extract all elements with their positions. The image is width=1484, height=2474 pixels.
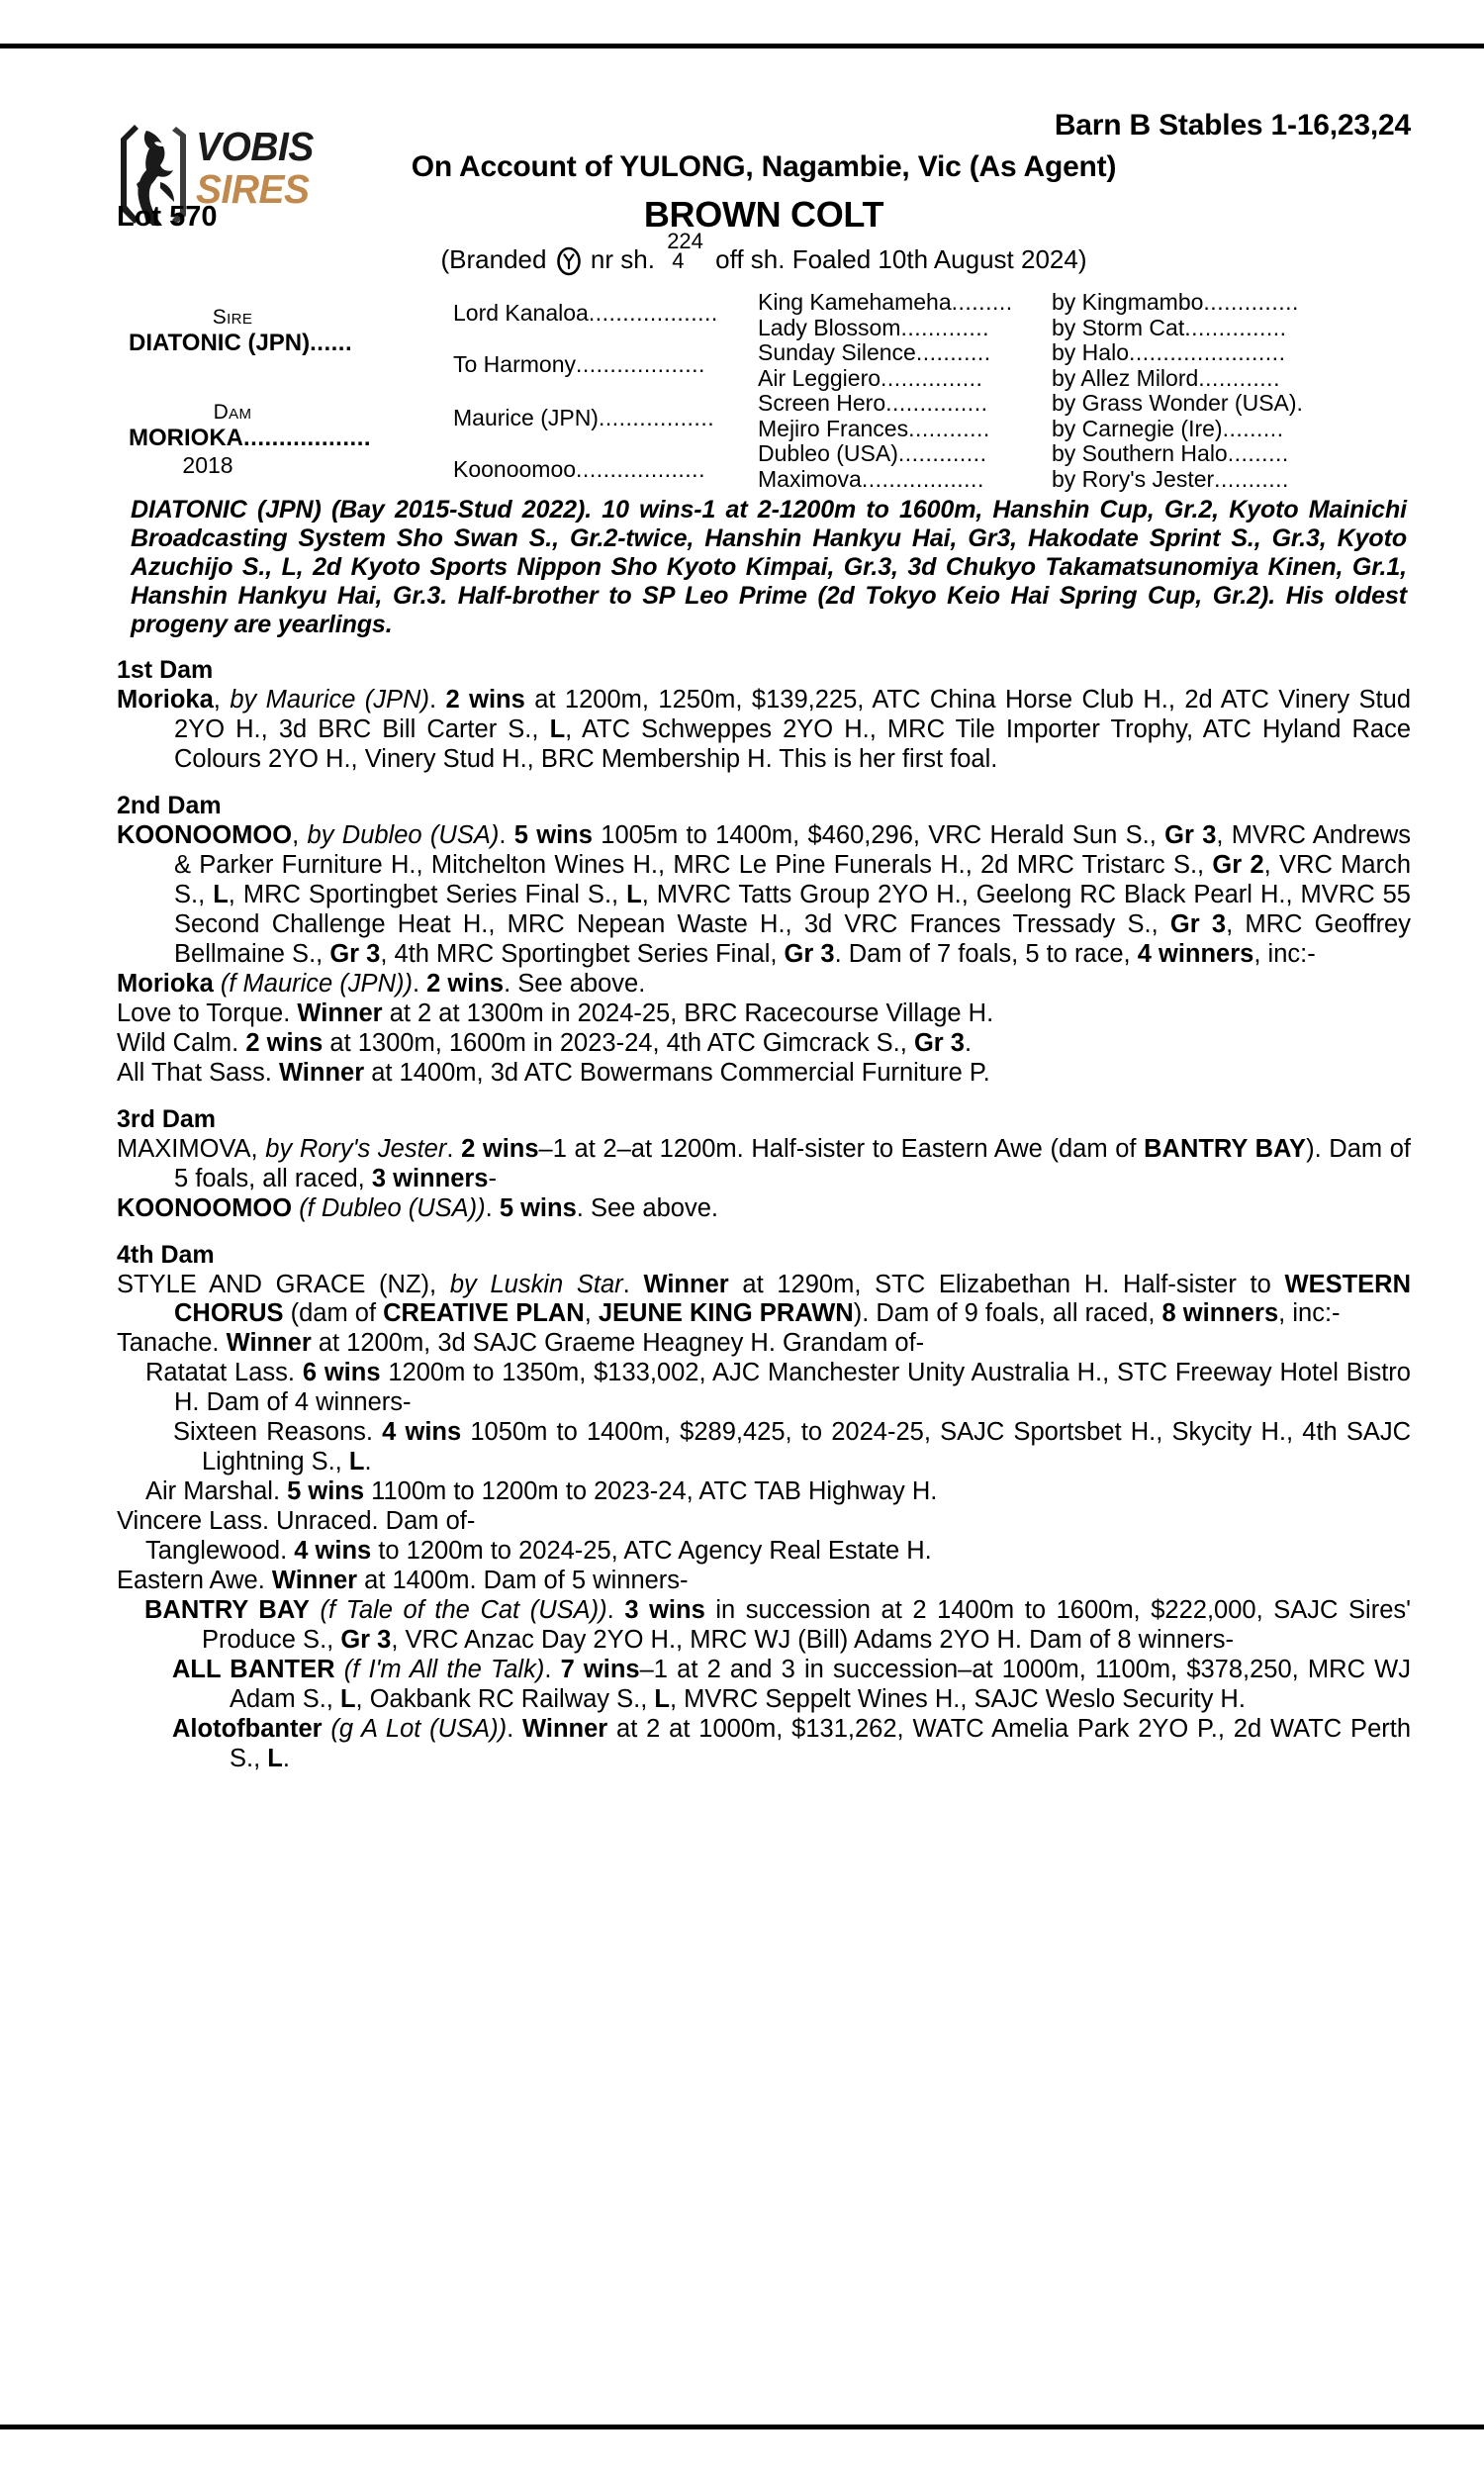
- entry-text: . See above.: [576, 1193, 718, 1222]
- emphasis-italic: (g A Lot (USA)): [330, 1714, 508, 1743]
- page-title: BROWN COLT: [643, 194, 884, 235]
- barn-stables-label: Barn B Stables 1-16,23,24: [1054, 109, 1411, 142]
- gen2-name-4: Koonoomoo: [453, 456, 577, 483]
- entry-text: Wild Calm.: [117, 1028, 246, 1057]
- entry-text: at 2 at 1300m in 2024-25, BRC Racecourse Village H.: [382, 999, 994, 1027]
- emphasis-bold: Alotofbanter: [172, 1714, 323, 1743]
- page-header: [117, 59, 1411, 233]
- entry-text: (dam of: [283, 1299, 384, 1328]
- emphasis-bold: 8 winners: [1161, 1299, 1279, 1328]
- logo-text-sires: SIRES: [196, 166, 310, 213]
- emphasis-bold: L: [549, 715, 566, 744]
- entry-text: ,: [584, 1299, 599, 1328]
- gen4-sire-7: [1052, 441, 1408, 467]
- emphasis-bold: 5 wins: [499, 1193, 577, 1222]
- emphasis-bold: Winner: [278, 1058, 365, 1087]
- entry-text: 1050m to 1400m, $289,425, to 2024-25, SAJC Sportsbet H., Skycity H., 4th SAJC Lightning S.,: [202, 1418, 1412, 1476]
- emphasis-bold: CREATIVE PLAN: [383, 1299, 585, 1328]
- entry-text: Ratatat Lass.: [145, 1359, 303, 1387]
- dam-year: 2018: [182, 452, 233, 479]
- entry-text: STYLE AND GRACE (NZ),: [117, 1270, 450, 1298]
- entry-text: ). Dam of 9 foals, all raced,: [853, 1299, 1162, 1328]
- gen4-sire-text-2: by Storm Cat: [1052, 314, 1185, 340]
- emphasis-bold: Morioka: [117, 686, 214, 714]
- emphasis-bold: Winner: [226, 1329, 312, 1358]
- emphasis-bold: L: [339, 1684, 356, 1713]
- entry-text: at 1400m. Dam of 5 winners-: [357, 1567, 689, 1595]
- entry-text: Tanache.: [117, 1329, 227, 1358]
- emphasis-bold: 3 winners: [371, 1164, 489, 1192]
- dam-leader: ..................: [243, 425, 372, 452]
- emphasis-bold: ALL BANTER: [172, 1655, 335, 1683]
- pedigree-entry: [117, 1715, 1411, 1774]
- entry-text: , inc:-: [1278, 1299, 1341, 1328]
- entry-text: at 1400m, 3d ATC Bowermans Commercial Furniture P.: [364, 1058, 990, 1087]
- entry-text: –1 at 2–at 1200m. Half-sister to Eastern Awe (dam of: [538, 1134, 1145, 1163]
- emphasis-bold: L: [654, 1684, 670, 1713]
- pedigree-gen4-sires-column: [1052, 290, 1408, 492]
- entry-text: at 1300m, 1600m in 2023-24, 4th ATC Gimcrack S.,: [323, 1028, 914, 1057]
- dam-heading: 3rd Dam: [117, 1104, 217, 1133]
- entry-text: at 1200m, 1250m, $139,225, ATC China Horse Club H., 2d ATC Vinery Stud 2YO H., 3d BRC Bill Carter S.,: [174, 686, 1412, 744]
- pedigree-entry: [117, 1029, 1411, 1059]
- entry-text: [335, 1656, 344, 1683]
- dam-sections: [117, 656, 1411, 1774]
- dam-heading: 1st Dam: [117, 656, 214, 685]
- emphasis-bold: Gr 2: [1212, 851, 1264, 880]
- gen4-leader-6: .........: [1222, 415, 1284, 441]
- emphasis-bold: 7 wins: [560, 1655, 640, 1683]
- entry-text: Sixteen Reasons.: [173, 1418, 383, 1447]
- gen4-leader-2: ...............: [1184, 314, 1287, 340]
- account-line: On Account of YULONG, Nagambie, Vic (As Agent): [411, 150, 1117, 183]
- logo-text-vobis: VOBIS: [196, 124, 314, 169]
- entry-text: .: [282, 1744, 290, 1772]
- gen3-leader-3: ...........: [915, 339, 991, 366]
- pedigree-entry: [117, 1567, 1411, 1596]
- pedigree-entry: [117, 1329, 1411, 1359]
- pedigree-entry: [117, 970, 1411, 999]
- gen3-name-1: [758, 290, 1055, 316]
- gen3-name-text-1: King Kamehameha: [758, 289, 952, 316]
- emphasis-italic: (f Maurice (JPN)): [220, 969, 413, 998]
- gen2-leader-2: ...................: [575, 351, 705, 378]
- dam-name-text: MORIOKA: [129, 425, 243, 452]
- pedigree-entry: [117, 1359, 1411, 1418]
- gen3-name-text-4: Air Leggiero: [758, 364, 881, 391]
- emphasis-bold: Winner: [522, 1714, 608, 1743]
- entry-text: .: [507, 1714, 523, 1743]
- gen2-name-2: To Harmony: [453, 351, 576, 378]
- gen3-name-text-5: Screen Hero: [758, 390, 886, 417]
- dam-heading: 4th Dam: [117, 1240, 215, 1269]
- sire-name-text: DIATONIC (JPN): [129, 330, 311, 357]
- gen3-name-text-8: Maximova: [758, 465, 862, 492]
- entry-text: , MVRC Andrews & Parker Furniture H., Mitchelton Wines H., MRC Le Pine Funerals H., 2d MRC Tristarc S.,: [174, 821, 1412, 880]
- pedigree-gen3-names-column: [758, 290, 1055, 492]
- pedigree-entry: [117, 1656, 1411, 1715]
- emphasis-bold: 2 wins: [245, 1028, 324, 1057]
- gen3-leader-2: .............: [900, 314, 990, 340]
- gen4-sire-4: [1052, 366, 1408, 392]
- emphasis-bold: L: [348, 1448, 365, 1476]
- entry-text: 1200m to 1350m, $133,002, AJC Manchester Unity Australia H., STC Freeway Hotel Bistro H. Dam of 4 winners-: [174, 1359, 1411, 1417]
- gen4-sire-text-5: by Grass Wonder (USA).: [1052, 390, 1303, 417]
- emphasis-bold: 2 wins: [426, 969, 505, 998]
- entry-text: at 1200m, 3d SAJC Graeme Heagney H. Grandam of-: [311, 1329, 925, 1358]
- entry-text: .: [544, 1655, 561, 1683]
- sire-description: DIATONIC (JPN) (Bay 2015-Stud 2022). 10 wins-1 at 2-1200m to 1600m, Hanshin Cup, Gr.2, Kyoto Mainichi Broadcasting System Sho Swan S., Gr.2-twice, Hanshin Hankyu Hai, Gr3, Hakodate Sprint S., Gr.3, Kyoto Azuchijo S., L, 2d Kyoto Sports Nippon Sho Kyoto Kimpai, Gr.3, 3d Chukyo Takamatsunomiya Kinen, Gr.1, Hanshin Hankyu Hai, Gr.3. Half-brother to SP Leo Prime (2d Tokyo Keio Hai Spring Cup, Gr.2). His oldest progeny are yearlings.: [131, 496, 1407, 639]
- gen2-leader-4: ...................: [576, 456, 705, 483]
- emphasis-bold: Morioka: [117, 969, 214, 998]
- emphasis-bold: Gr 3: [1169, 909, 1227, 938]
- entry-text: ,: [213, 686, 231, 714]
- entry-text: , MVRC Seppelt Wines H., SAJC Weslo Security H.: [669, 1684, 1246, 1713]
- emphasis-italic: by Rory's Jester: [265, 1134, 447, 1163]
- gen3-name-6: [758, 417, 1055, 442]
- entry-text: –1 at 2 and 3 in succession–at 1000m, 1100m, $378,250, MRC WJ Adam S.,: [230, 1655, 1411, 1713]
- sire-block: [129, 306, 352, 357]
- entry-text: , 4th MRC Sportingbet Series Final,: [380, 939, 785, 968]
- gen3-name-text-7: Dubleo (USA): [758, 440, 898, 467]
- y-in-oval-brand-icon: [556, 246, 582, 276]
- gen4-sire-text-7: by Southern Halo: [1052, 440, 1228, 467]
- top-divider: [0, 44, 1484, 48]
- gen2-row-3: [453, 405, 714, 431]
- entry-text: , ATC Schweppes 2YO H., MRC Tile Importer Trophy, ATC Hyland Race Colours 2YO H., Vinery Stud H., BRC Membership H. This is her first foal.: [174, 715, 1412, 774]
- entry-text: , inc:-: [1253, 939, 1316, 968]
- gen4-sire-text-3: by Halo: [1052, 339, 1129, 366]
- entry-text: to 1200m to 2024-25, ATC Agency Real Estate H.: [371, 1537, 932, 1566]
- gen4-sire-text-1: by Kingmambo: [1052, 289, 1204, 316]
- gen3-name-text-3: Sunday Silence: [758, 339, 916, 366]
- gen4-sire-text-4: by Allez Milord: [1052, 364, 1199, 391]
- entry-text: . See above.: [504, 969, 646, 998]
- emphasis-bold: 6 wins: [302, 1359, 381, 1387]
- sire-name: [129, 330, 352, 357]
- entry-text: at 2 at 1000m, $131,262, WATC Amelia Park 2YO P., 2d WATC Perth S.,: [230, 1714, 1412, 1772]
- entry-text: .: [446, 1134, 462, 1163]
- gen2-row-4: [453, 456, 705, 483]
- emphasis-bold: Winner: [643, 1270, 729, 1298]
- gen4-sire-3: [1052, 340, 1408, 366]
- gen4-sire-2: [1052, 316, 1408, 341]
- gen4-sire-text-8: by Rory's Jester: [1052, 465, 1215, 492]
- pedigree-entry: [117, 686, 1411, 775]
- pedigree-entry: [117, 1596, 1411, 1656]
- pedigree-entry: [117, 1194, 1411, 1224]
- gen4-sire-1: [1052, 290, 1408, 316]
- brand-numerator: 224: [667, 229, 703, 253]
- sire-label: Sire: [212, 306, 253, 330]
- emphasis-bold: 2 wins: [461, 1134, 539, 1163]
- entry-text: -: [488, 1164, 497, 1192]
- entry-text: . Dam of 7 foals, 5 to race,: [834, 939, 1138, 968]
- emphasis-italic: (f Tale of the Cat (USA)): [320, 1596, 607, 1625]
- entry-text: , MRC Sportingbet Series Final S.,: [228, 881, 627, 908]
- gen4-sire-5: [1052, 391, 1408, 417]
- gen4-sire-8: [1052, 467, 1408, 493]
- emphasis-bold: BANTRY BAY: [1144, 1134, 1307, 1163]
- gen3-name-text-6: Mejiro Frances: [758, 415, 909, 441]
- pedigree-entry: [117, 1537, 1411, 1567]
- emphasis-bold: L: [267, 1744, 283, 1772]
- gen2-leader-1: ...................: [588, 300, 718, 327]
- emphasis-bold: BANTRY BAY: [144, 1596, 310, 1625]
- pedigree-entry: [117, 1418, 1411, 1477]
- emphasis-bold: KOONOOMOO: [117, 1193, 293, 1222]
- emphasis-italic: by Dubleo (USA): [307, 821, 500, 850]
- gen4-leader-1: ..............: [1203, 289, 1299, 316]
- dam-heading: 2nd Dam: [117, 792, 222, 820]
- entry-text: Eastern Awe.: [117, 1567, 272, 1595]
- gen4-leader-4: ............: [1198, 364, 1280, 391]
- gen2-row-2: [453, 351, 705, 378]
- pedigree-entry: [117, 1477, 1411, 1507]
- entry-text: Tanglewood.: [145, 1537, 295, 1566]
- entry-text: , MRC Geoffrey Bellmaine S.,: [174, 909, 1411, 968]
- brand-denominator: 4: [672, 248, 685, 274]
- entry-text: ). Dam of 5 foals, all raced,: [174, 1134, 1412, 1192]
- dam-block: [129, 401, 371, 479]
- entry-text: 1100m to 1200m to 2023-24, ATC TAB Highway H.: [364, 1477, 938, 1506]
- entry-text: .: [412, 969, 427, 998]
- entry-text: MAXIMOVA,: [117, 1134, 266, 1163]
- gen3-leader-6: ............: [908, 415, 990, 441]
- gen3-leader-5: ...............: [885, 390, 988, 417]
- gen3-leader-8: ..................: [861, 465, 984, 492]
- entry-text: .: [964, 1028, 973, 1057]
- entry-text: , VRC March S.,: [174, 851, 1411, 908]
- gen3-name-5: [758, 391, 1055, 417]
- emphasis-italic: (f I'm All the Talk): [343, 1655, 545, 1683]
- entry-text: .: [364, 1448, 372, 1476]
- entry-text: , MVRC Tatts Group 2YO H., Geelong RC Black Pearl H., MVRC 55 Second Challenge Heat H., MRC Nepean Waste H., 3d VRC Frances Tressady S.,: [174, 881, 1411, 938]
- emphasis-bold: 2 wins: [445, 686, 525, 714]
- gen4-leader-8: ...........: [1214, 465, 1289, 492]
- gen4-sire-text-6: by Carnegie (Ire): [1052, 415, 1223, 441]
- branding-line: [117, 229, 1411, 276]
- emphasis-italic: by Luskin Star: [449, 1270, 623, 1298]
- emphasis-bold: JEUNE KING PRAWN: [598, 1299, 854, 1328]
- pedigree-entry: [117, 1507, 1411, 1537]
- entry-text: .: [428, 686, 446, 714]
- pedigree-entry: [117, 999, 1411, 1029]
- gen4-sire-6: [1052, 417, 1408, 442]
- gen3-name-8: [758, 467, 1055, 493]
- entry-text: , Oakbank RC Railway S.,: [355, 1684, 655, 1713]
- lot-number: Lot 570: [117, 201, 218, 233]
- emphasis-bold: Winner: [271, 1567, 358, 1595]
- entry-text: [310, 1596, 321, 1624]
- dam-name: [129, 425, 371, 452]
- entry-text: , VRC Anzac Day 2YO H., MRC WJ (Bill) Adams 2YO H. Dam of 8 winners-: [391, 1625, 1234, 1654]
- entry-text: .: [606, 1596, 625, 1625]
- emphasis-bold: 5 wins: [513, 821, 593, 850]
- pedigree-entry: [117, 1059, 1411, 1089]
- pedigree-entry: [117, 821, 1411, 970]
- pedigree-entry: [117, 1135, 1411, 1194]
- gen3-leader-1: .........: [951, 289, 1013, 316]
- gen2-leader-3: .................: [598, 405, 715, 431]
- emphasis-bold: Gr 3: [913, 1028, 965, 1057]
- emphasis-bold: WESTERN CHORUS: [174, 1270, 1412, 1328]
- gen3-name-7: [758, 441, 1055, 467]
- emphasis-bold: 5 wins: [287, 1477, 365, 1506]
- gen3-leader-4: ...............: [881, 364, 983, 391]
- gen4-leader-7: .........: [1227, 440, 1289, 467]
- entry-text: at 1290m, STC Elizabethan H. Half-sister to: [728, 1270, 1285, 1298]
- gen2-name-3: Maurice (JPN): [453, 405, 599, 431]
- entry-text: Air Marshal.: [145, 1477, 288, 1506]
- sire-leader: ......: [310, 330, 353, 357]
- gen2-name-1: Lord Kanaloa: [453, 300, 589, 327]
- pedigree-table: [117, 289, 1411, 492]
- gen4-leader-3: .......................: [1128, 339, 1286, 366]
- entry-text: 1005m to 1400m, $460,296, VRC Herald Sun S.,: [592, 821, 1165, 850]
- emphasis-italic: (f Dubleo (USA)): [299, 1193, 486, 1222]
- emphasis-bold: 4 wins: [294, 1537, 372, 1566]
- entry-text: .: [622, 1270, 644, 1298]
- gen3-leader-7: .............: [897, 440, 987, 467]
- emphasis-bold: 4 winners: [1137, 939, 1254, 968]
- entry-text: .: [499, 821, 514, 850]
- emphasis-bold: L: [626, 881, 642, 908]
- gen3-name-4: [758, 366, 1055, 392]
- entry-text: Vincere Lass. Unraced. Dam of-: [117, 1507, 476, 1536]
- emphasis-italic: by Maurice (JPN): [230, 686, 429, 714]
- bottom-divider: [0, 2425, 1484, 2429]
- entry-text: Love to Torque.: [117, 999, 298, 1027]
- emphasis-bold: Gr 3: [784, 939, 835, 968]
- emphasis-bold: Gr 3: [329, 939, 381, 968]
- emphasis-bold: Gr 3: [340, 1625, 392, 1654]
- dam-label: Dam: [213, 401, 252, 425]
- emphasis-bold: KOONOOMOO: [117, 821, 293, 850]
- gen3-name-2: [758, 316, 1055, 341]
- emphasis-bold: Gr 3: [1164, 821, 1217, 850]
- brand-number-fraction: [667, 229, 703, 274]
- emphasis-bold: 4 wins: [382, 1418, 462, 1447]
- entry-text: All That Sass.: [117, 1058, 279, 1087]
- gen3-name-text-2: Lady Blossom: [758, 314, 901, 340]
- emphasis-bold: 3 wins: [624, 1596, 705, 1625]
- branded-prefix: (Branded: [440, 244, 547, 275]
- page-content: [117, 59, 1411, 1774]
- entry-text: ,: [292, 821, 308, 850]
- gen2-row-1: [453, 300, 718, 327]
- emphasis-bold: Winner: [297, 999, 383, 1027]
- branded-mid: nr sh.: [590, 244, 655, 275]
- entry-text: .: [485, 1193, 500, 1222]
- pedigree-entry: [117, 1271, 1411, 1330]
- entry-text: [214, 970, 221, 998]
- gen3-name-3: [758, 340, 1055, 366]
- entry-text: in succession at 2 1400m to 1600m, $222,000, SAJC Sires' Produce S.,: [202, 1596, 1412, 1654]
- emphasis-bold: L: [213, 881, 229, 908]
- branded-suffix: off sh. Foaled 10th August 2024): [715, 244, 1087, 275]
